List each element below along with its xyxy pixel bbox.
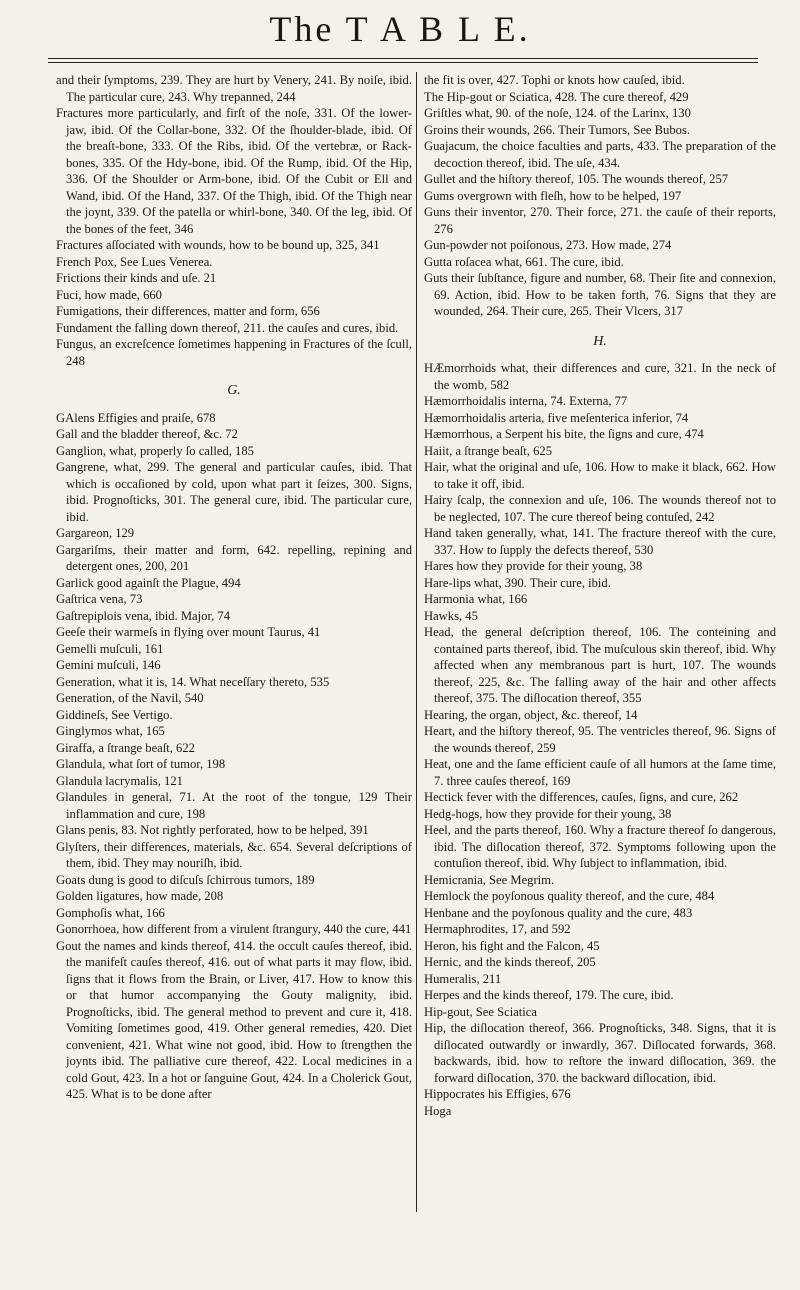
index-entry: Geeſe their warmeſs in flying over mount Taurus, 41 [56,625,321,639]
index-entry: Henbane and the poyſonous quality and the cure, 483 [424,905,693,920]
index-entry: Hemlock the poyſonous quality thereof, and the cure, 484 [424,889,715,903]
index-entry: Glandules in general, 71. At the root of the tongue, 129 Their inflammation and cure, 198 [56,790,412,821]
header-rule-inner [48,62,758,63]
index-entry: Harmonia what, 166 [424,592,528,606]
index-entry: Fractures more particularly, and firſt of the noſe, 331. Of the lower-jaw, ibid. Of the Collar-bone, 332. Of the ſhoulder-blade, ibid. Of the breaſt-bone, 333. Of the Ribs, ibid. Of the vertebræ, or Rack-bones, 335. Of the Hdy-bone, ibid. Of the Rump, ibid. Of the Hip, 336. Of the Shoulder or Arm-bone, ibid. Of the Cubit or Ell and Wand, ibid. Of the Hand, 337. Of the Thigh, ibid. Of the Thigh near the joynt, 339. Of the patella or whirl-bone, 340. Of the leg, ibid. Of the bones of the feet, 346 [56,106,412,236]
index-entry: Guajacum, the choice faculties and parts, 433. The preparation of the decoction thereof, ibid. The uſe, 434. [424,139,776,170]
index-entry: Hair, what the original and uſe, 106. How to make it black, 662. How to take it off, ibid. [424,460,776,491]
index-entry: Hemicrania, See Megrim. [424,872,555,887]
index-entry: Hip-gout, See Sciatica [424,1004,537,1019]
index-entry: Gullet and the hiſtory thereof, 105. The wounds thereof, 257 [424,172,729,186]
left-entries-g [56,410,412,1103]
index-entry: Hairy ſcalp, the connexion and uſe, 106. The wounds thereof not to be neglected, 107. The cure thereof being contuſed, 242 [424,493,776,524]
index-entry: the fit is over, 427. Tophi or knots how cauſed, ibid. [424,73,685,87]
column-divider [416,72,417,1212]
index-entry: Fumigations, their differences, matter and form, 656 [56,304,320,318]
index-entry: Hæmorrhoidalis interna, 74. Externa, 77 [424,394,628,408]
index-entry: Hedg-hogs, how they provide for their young, 38 [424,806,672,821]
index-entry: Hip, the diſlocation thereof, 366. Prognoſticks, 348. Signs, that it is diſlocated outwardly or inwardly, 367. Diſlocated forwards, 368. backwards, ibid. how to reſtore the inward diſlocation, 369. the forward diſlocation, 370. the backward diſlocation, ibid. [424,1021,776,1085]
index-entry: Frictions their kinds and uſe. 21 [56,271,217,285]
index-entry: Hernic, and the kinds thereof, 205 [424,955,596,969]
index-entry: Gums overgrown with fleſh, how to be helped, 197 [424,188,682,203]
page-title: The T A B L E. [269,9,531,49]
index-entry: Glandula, what ſort of tumor, 198 [56,757,226,771]
index-entry: Gutta roſacea what, 661. The cure, ibid. [424,254,624,269]
index-entry: Gun-powder not poiſonous, 273. How made, 274 [424,238,672,252]
index-entry: Giraffa, a ſtrange beaſt, 622 [56,740,195,755]
index-entry: and their ſymptoms, 239. They are hurt by Venery, 241. By noiſe, ibid. The particular cure, 243. Why trepanned, 244 [56,73,412,104]
index-entry: Ganglion, what, properly ſo called, 185 [56,443,254,458]
left-column [56,72,412,1290]
index-entry: Hoga [424,1103,452,1118]
index-entry: Fungus, an excreſcence ſometimes happening in Fractures of the ſcull, 248 [56,337,412,368]
index-entry: Gonorrhoea, how different from a virulent ſtrangury, 440 the cure, 441 [56,922,412,936]
index-entry: Fractures aſſociated with wounds, how to be bound up, 325, 341 [56,238,380,252]
index-entry: Hæmorrhous, a Serpent his bite, the ſigns and cure, 474 [424,427,704,441]
index-entry: Griſtles what, 90. of the noſe, 124. of the Larinx, 130 [424,106,691,120]
index-entry: Hippocrates his Effigies, 676 [424,1087,571,1101]
index-entry: Gomphoſis what, 166 [56,905,165,920]
index-entry: GAlens Effigies and praiſe, 678 [56,410,216,425]
index-entry: Hawks, 45 [424,608,478,623]
index-entry: Heat, one and the ſame efficient cauſe of all humors at the ſame time, 7. three cauſes thereof, 169 [424,757,776,788]
index-entry: Heart, and the hiſtory thereof, 95. The ventricles thereof, 96. Signs of the wounds thereof, 259 [424,724,776,755]
index-entry: Ginglymos what, 165 [56,724,165,738]
index-entry: Gaſtrepiplois vena, ibid. Major, 74 [56,608,231,623]
index-entry: Golden ligatures, how made, 208 [56,889,224,903]
index-entry: Hearing, the organ, object, &c. thereof, 14 [424,707,638,722]
index-entry: Gangrene, what, 299. The general and particular cauſes, ibid. That which is occaſioned by cold, upon what part it ſeizes, 300. Signs, ibid. Prognoſticks, 301. The general cure, ibid. The particular cure, ibid. [56,460,412,524]
index-entry: Heron, his fight and the Falcon, 45 [424,938,600,953]
index-entry: Hæmorrhoidalis arteria, five meſenterica inferior, 74 [424,410,689,425]
index-entry: Glans penis, 83. Not rightly perforated, how to be helped, 391 [56,823,369,837]
index-entry: Fuci, how made, 660 [56,287,162,302]
right-entries-g [424,72,776,320]
section-letter-h: H. [593,333,607,349]
index-entry: Humeralis, 211 [424,971,502,986]
index-entry: Guts their ſubſtance, figure and number, 68. Their ſite and connexion, 69. Action, ibid. How to be taken forth, 76. Signs that they are wounded, 264. Their cure, 265. Their Vlcers, 317 [424,271,776,318]
index-entry: Hares how they provide for their young, 38 [424,559,643,573]
left-entries-f [56,72,412,369]
index-entry: Gaſtrica vena, 73 [56,592,143,606]
index-entry: Hectick fever with the differences, cauſes, ſigns, and cure, 262 [424,790,739,804]
index-entry: Gargariſms, their matter and form, 642. repelling, repining and detergent ones, 200, 201 [56,542,412,573]
right-entries-h [424,360,776,1119]
index-entry: The Hip-gout or Sciatica, 428. The cure thereof, 429 [424,89,689,104]
index-entry: Goats dung is good to diſcuſs ſchirrous tumors, 189 [56,872,315,887]
index-entry: Head, the general deſcription thereof, 106. The conteining and contained parts thereof, ibid. The muſculous skin thereof, ibid. Why affected when any membranous part is hurt, 107. The wounds thereof, 225, &c. The falling away of the hair and other affects thereof, 375. The diſlocation thereof, 355 [424,625,776,705]
index-entry: Groins their wounds, 266. Their Tumors, See Bubos. [424,122,690,137]
index-entry: Fundament the falling down thereof, 211. the cauſes and cures, ibid. [56,320,399,335]
index-entry: Haiit, a ſtrange beaſt, 625 [424,443,552,458]
right-column [424,72,776,1290]
index-entry: Gemini muſculi, 146 [56,658,161,672]
index-entry: Giddineſs, See Vertigo. [56,707,173,722]
index-entry: HÆmorrhoids what, their differences and cure, 321. In the neck of the womb, 582 [424,361,776,392]
index-entry: Hermaphrodites, 17, and 592 [424,922,571,936]
index-entry: Gout the names and kinds thereof, 414. the occult cauſes thereof, ibid. the manifeſt cauſes thereof, 416. out of what parts it may flow, ibid. ſigns that it flows from the Brain, or Liver, 417. How to know this or that humor accompanying the Gouty malignity, ibid. Prognoſticks, ibid. The general method to prevent and cure it, 418. Vomiting ſometimes good, 419. Other general remedies, 420. Diet convenient, 421. What wine not good, ibid. How to ſtrengthen the joynts ibid. The palliative cure thereof, 422. Local medicines in a cold Gout, 423. In a hot or ſanguine Gout, 424. In a Cholerick Gout, 425. What is to be done after [56,938,412,1101]
index-entry: French Pox, See Lues Venerea. [56,254,213,269]
index-entry: Glyſters, their differences, materials, &c. 654. Several deſcriptions of them, ibid. They may nouriſh, ibid. [56,839,412,870]
index-entry: Garlick good againſt the Plague, 494 [56,575,241,590]
index-entry: Hare-lips what, 390. Their cure, ibid. [424,575,611,590]
header-rule-outer [48,58,758,59]
index-entry: Generation, of the Navil, 540 [56,691,204,705]
index-entry: Gall and the bladder thereof, &c. 72 [56,427,238,441]
index-entry: Herpes and the kinds thereof, 179. The cure, ibid. [424,988,674,1002]
index-entry: Guns their inventor, 270. Their force, 271. the cauſe of their reports, 276 [424,205,776,236]
index-entry: Gemelli muſculi, 161 [56,641,164,656]
index-entry: Heel, and the parts thereof, 160. Why a fracture thereof ſo dangerous, ibid. The diſlocation thereof, 372. Symptoms following upon the contuſion thereof, ibid. Why ſubject to inflammation, ibid. [424,823,776,870]
section-letter-g: G. [227,383,241,398]
index-entry: Gargareon, 129 [56,526,135,540]
index-entry: Glandula lacrymalis, 121 [56,773,183,788]
index-entry: Hand taken generally, what, 141. The fracture thereof with the cure, 337. How to ſupply the defects thereof, 530 [424,526,776,557]
index-entry: Generation, what it is, 14. What neceſſary thereto, 535 [56,674,330,689]
